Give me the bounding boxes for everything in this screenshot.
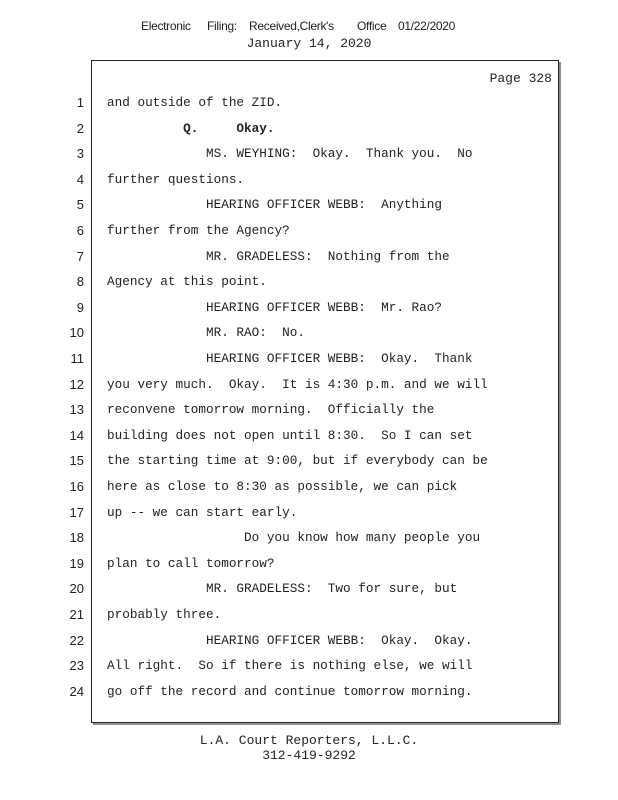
transcript-line: probably three. xyxy=(107,607,222,622)
line-number: 23 xyxy=(69,658,84,674)
line-number: 11 xyxy=(70,351,84,366)
line-number: 1 xyxy=(76,95,84,110)
line-number: 24 xyxy=(69,683,84,699)
line-number: 2 xyxy=(76,120,84,136)
transcript-line: Q. Okay. xyxy=(107,120,275,136)
transcript-line: HEARING OFFICER WEBB: Anything xyxy=(107,197,443,213)
line-number: 15 xyxy=(69,453,84,469)
line-number: 5 xyxy=(76,197,84,213)
line-number: 4 xyxy=(76,171,84,187)
transcript-line: plan to call tomorrow? xyxy=(107,555,275,571)
transcript-line: MR. GRADELESS: Nothing from the xyxy=(107,248,450,264)
line-number: 9 xyxy=(76,299,84,315)
transcript-line: here as close to 8:30 as possible, we can pick xyxy=(107,479,458,494)
hearing-date: January 14, 2020 xyxy=(246,36,372,51)
filing-office: Office xyxy=(357,19,387,33)
footer xyxy=(0,733,618,763)
footer-company: L.A. Court Reporters, L.L.C. xyxy=(199,733,419,748)
line-number: 6 xyxy=(76,223,84,238)
line-number: 8 xyxy=(76,274,84,290)
filing-header xyxy=(0,0,618,60)
line-number: 21 xyxy=(69,607,84,622)
line-number: 22 xyxy=(69,632,84,648)
line-number: 18 xyxy=(69,530,84,546)
filing-label: Filing: xyxy=(207,19,237,33)
line-number: 19 xyxy=(69,555,84,571)
transcript-line: go off the record and continue tomorrow morning. xyxy=(107,683,473,699)
transcript-line: MR. RAO: No. xyxy=(107,325,305,341)
transcript-line: building does not open until 8:30. So I can set xyxy=(107,427,473,443)
line-number: 14 xyxy=(69,427,84,443)
transcript-line: MS. WEYHING: Okay. Thank you. No xyxy=(107,146,473,162)
line-number: 20 xyxy=(69,581,84,597)
line-number: 3 xyxy=(76,146,84,162)
transcript-line: up -- we can start early. xyxy=(107,504,298,520)
line-number: 10 xyxy=(69,325,84,341)
transcript-line: HEARING OFFICER WEBB: Okay. Okay. xyxy=(107,632,473,648)
transcript-line: All right. So if there is nothing else, we will xyxy=(107,658,473,674)
transcript-line: further questions. xyxy=(107,171,245,187)
transcript-line: MR. GRADELESS: Two for sure, but xyxy=(107,581,458,597)
line-number: 7 xyxy=(76,248,84,264)
transcript-line: Agency at this point. xyxy=(107,274,267,290)
filing-electronic: Electronic xyxy=(141,19,191,33)
footer-phone: 312-419-9292 xyxy=(262,748,356,763)
transcript-line: the starting time at 9:00, but if everybody can be xyxy=(107,453,488,469)
transcript-line: you very much. Okay. It is 4:30 p.m. and we will xyxy=(107,376,488,392)
line-number: 17 xyxy=(69,504,84,520)
transcript-line: HEARING OFFICER WEBB: Okay. Thank xyxy=(107,351,473,366)
page-number: Page 328 xyxy=(489,71,552,86)
line-number: 12 xyxy=(69,376,84,392)
transcript-line: Do you know how many people you xyxy=(107,530,481,546)
transcript-line: reconvene tomorrow morning. Officially the xyxy=(107,402,435,418)
transcript-line: and outside of the ZID. xyxy=(107,95,283,110)
line-number: 16 xyxy=(69,479,84,494)
line-number: 13 xyxy=(69,402,84,418)
transcript-line: HEARING OFFICER WEBB: Mr. Rao? xyxy=(107,299,443,315)
filing-received: Received,Clerk's xyxy=(249,19,334,33)
transcript-line: further from the Agency? xyxy=(107,223,290,238)
filing-date: 01/22/2020 xyxy=(398,19,456,33)
